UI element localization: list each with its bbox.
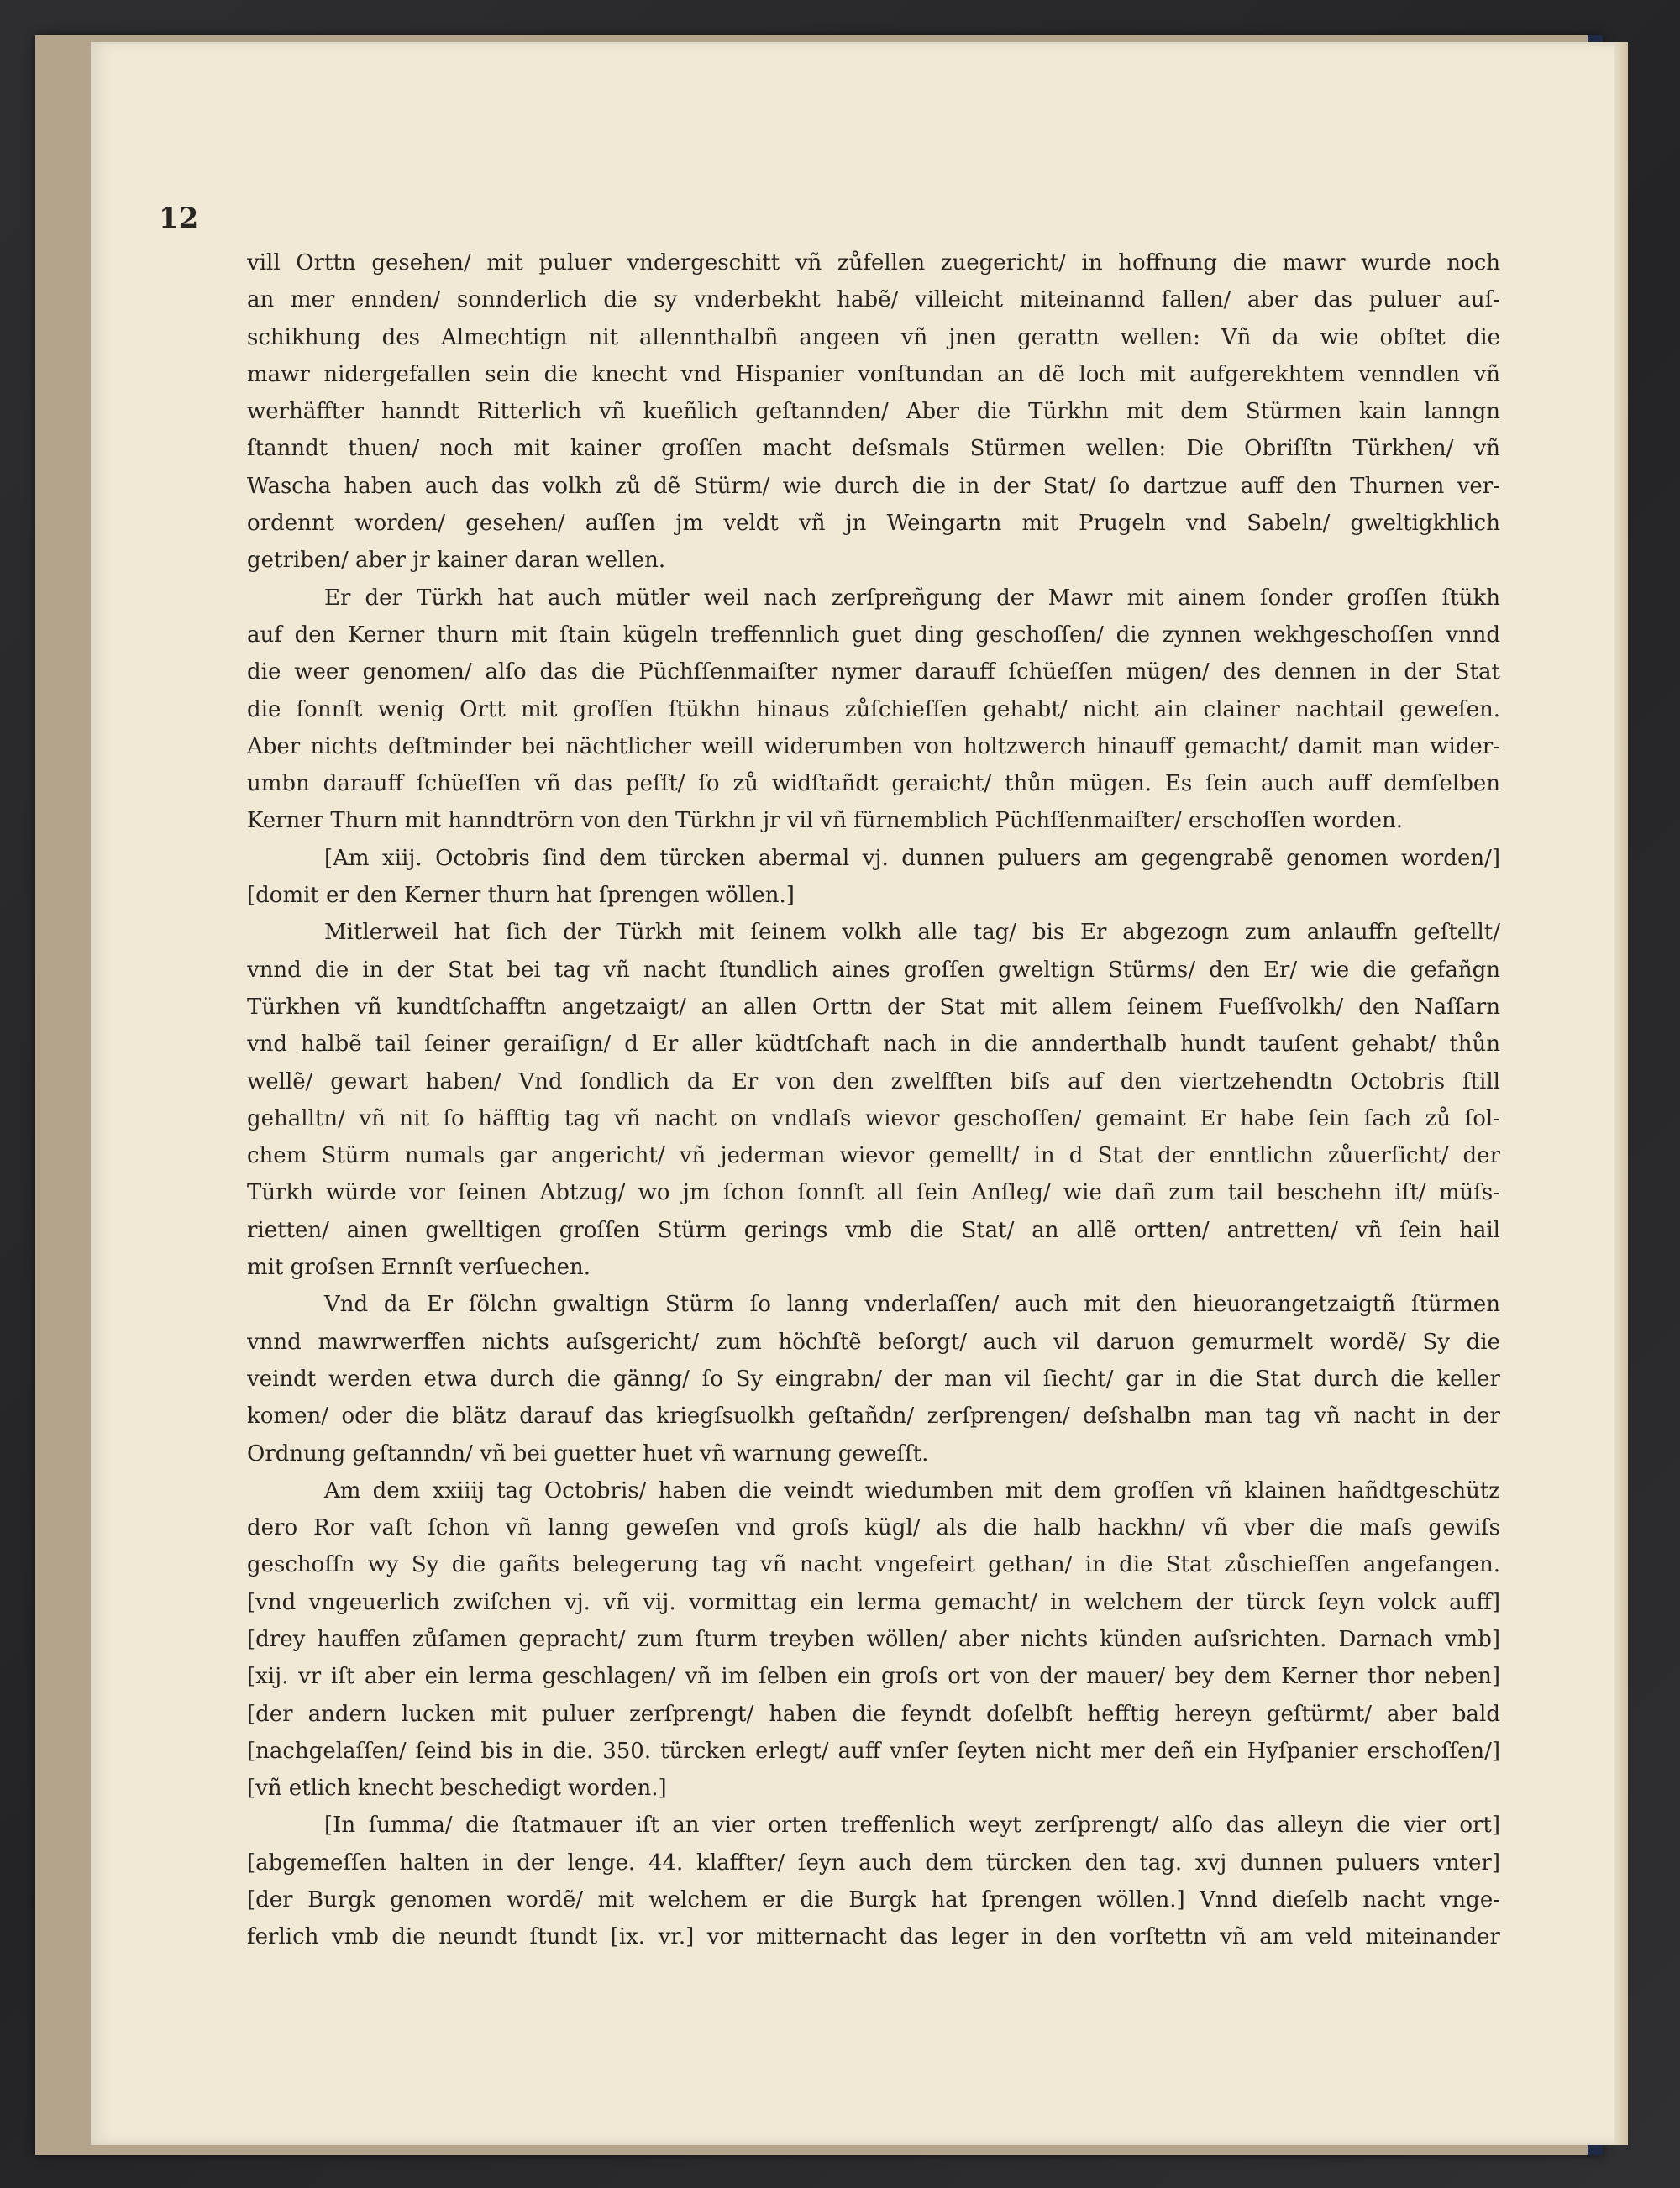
text-line: gehalltn/ vñ nit ſo häfftig tag vñ nacht on vndlaſs wievor geschoſſen/ gemaint Er habe ſein ſach zů ſol- <box>247 1105 1500 1131</box>
text-line: [Am xiij. Octobris ſind dem türcken abermal vj. dunnen puluers am gegengrabẽ genomen worden/] <box>324 845 1500 871</box>
text-line: mit groſsen Ernnſt verſuechen. <box>247 1255 591 1281</box>
text-line: Ordnung geſtanndn/ vñ bei guetter huet vñ warnung geweſſt. <box>247 1440 929 1467</box>
text-line: geschoſſn wy Sy die gañts belegerung tag vñ nacht vngefeirt gethan/ in die Stat zůschieſſen angefangen. <box>247 1552 1500 1578</box>
text-line: chem Stürm numals gar angericht/ vñ jederman wievor gemellt/ in d Stat der enntlichn zůuerſicht/ der <box>247 1143 1500 1169</box>
text-line: Vnd da Er ſölchn gwaltign Stürm ſo lanng vnderlaſſen/ auch mit den hieuorangetzaigtñ ſtürmen <box>324 1292 1500 1318</box>
text-line: komen/ oder die blätz darauf das kriegſsuolkh geſtañdn/ zerſprengen/ deſshalbn man tag vñ nacht in der <box>247 1404 1500 1430</box>
text-line: vnnd die in der Stat bei tag vñ nacht ſtundlich aines groſſen gweltign Stürms/ den Er/ wie die gefañgn <box>247 957 1500 983</box>
text-line: [abgemeſſen halten in der lenge. 44. klaffter/ ſeyn auch dem türcken den tag. xvj dunnen puluers vnter] <box>247 1850 1500 1876</box>
text-line: ordennt worden/ gesehen/ auſſen jm veldt vñ jn Weingartn mit Prugeln vnd Sabeln/ gweltigkhlich <box>247 511 1500 537</box>
text-line: rietten/ ainen gwelltigen groſſen Stürm gerings vmb die Stat/ an allẽ ortten/ antretten/ vñ ſein hail <box>247 1217 1500 1243</box>
text-line: werhäffter hanndt Ritterlich vñ kueñlich geſtannden/ Aber die Türkhn mit dem Stürmen kain lanngn <box>247 399 1500 425</box>
text-line: getriben/ aber jr kainer daran wellen. <box>247 548 666 574</box>
text-line: Kerner Thurn mit hanndtrörn von den Türkhn jr vil vñ fürnemblich Püchſſenmaiſter/ erschoſſen worden. <box>247 808 1403 834</box>
page-number: 12 <box>159 202 199 235</box>
text-line: ferlich vmb die neundt ſtundt [ix. vr.] vor mitternacht das leger in den vorſtettn vñ am veld miteinander <box>247 1924 1500 1950</box>
text-line: Am dem xxiiij tag Octobris/ haben die veindt wiedumben mit dem groſſen vñ klainen hañdtgeschütz <box>324 1477 1500 1503</box>
text-line: Wascha haben auch das volkh zů dẽ Stürm/ wie durch die in der Stat/ ſo dartzue auff den Thurnen ver- <box>247 473 1500 499</box>
text-line: [nachgelaſſen/ ſeind bis in die. 350. türcken erlegt/ auff vnſer ſeyten nicht mer deñ ein Hyſpanier erschoſſen/] <box>247 1738 1500 1764</box>
text-line: [In ſumma/ die ſtatmauer iſt an vier orten treffenlich weyt zerſprengt/ alſo das alleyn die vier ort] <box>324 1813 1500 1839</box>
text-line: wellẽ/ gewart haben/ Vnd ſondlich da Er von den zwelfften biſs auf den viertzehendtn Octobris ſtill <box>247 1068 1500 1094</box>
text-line: Mitlerweil hat ſich der Türkh mit ſeinem volkh alle tag/ bis Er abgezogn zum anlauffn geſtellt/ <box>324 920 1500 946</box>
text-line: Er der Türkh hat auch mütler weil nach zerſpreñgung der Mawr mit ainem ſonder groſſen ſtükh <box>324 585 1500 611</box>
text-line: die weer genomen/ alſo das die Püchſſenmaiſter nymer darauff ſchüeſſen mügen/ des dennen in der Stat <box>247 659 1500 685</box>
text-line: auf den Kerner thurn mit ſtain kügeln treffennlich guet ding geschoſſen/ die zynnen wekhgeschoſſen vnnd <box>247 622 1500 648</box>
text-line: an mer ennden/ sonnderlich die sy vnderbekht habẽ/ villeicht miteinannd fallen/ aber das puluer auſ- <box>247 287 1500 313</box>
text-line: [domit er den Kerner thurn hat ſprengen wöllen.] <box>247 883 795 909</box>
text-line: umbn darauff ſchüeſſen vñ das peſſt/ ſo zů widſtañdt geraicht/ thůn mügen. Es ſein auch auff demſelben <box>247 771 1500 797</box>
text-line: [vnd vngeuerlich zwiſchen vj. vñ vij. vormittag ein lerma gemacht/ in welchem der türck ſeyn volck auff] <box>247 1589 1500 1615</box>
text-line: Aber nichts deſtminder bei nächtlicher weill widerumben von holtzwerch hinauff gemacht/ damit man wider- <box>247 733 1500 759</box>
text-line: vill Orttn gesehen/ mit puluer vndergeschitt vñ zůfellen zuegericht/ in hoffnung die mawr wurde noch <box>247 250 1500 275</box>
text-line: Türkh würde vor ſeinen Abtzug/ wo jm ſchon ſonnſt all ſein Anſleg/ wie dañ zum tail beschehn iſt/ müſs- <box>247 1180 1500 1206</box>
text-line: [der Burgk genomen wordẽ/ mit welchem er die Burgk hat ſprengen wöllen.] Vnnd dieſelb nacht vnge- <box>247 1887 1500 1913</box>
page-edge <box>1614 42 1628 2145</box>
text-line: dero Ror vaſt ſchon vñ lanng geweſen vnd groſs kügl/ als die halb hackhn/ vñ vber die maſs gewiſs <box>247 1515 1500 1541</box>
text-line: vnnd mawrwerffen nichts auſsgericht/ zum höchſtẽ beſorgt/ auch vil daruon gemurmelt wordẽ/ Sy die <box>247 1329 1500 1355</box>
text-line: [xij. vr iſt aber ein lerma geschlagen/ vñ im ſelben ein groſs ort von der mauer/ bey dem Kerner thor neben] <box>247 1664 1500 1690</box>
text-line: vnd halbẽ tail ſeiner geraiſign/ d Er aller küdtſchaft nach in die annderthalb hundt tauſent gehabt/ thůn <box>247 1031 1500 1057</box>
text-line: veindt werden etwa durch die gänng/ ſo Sy eingrabn/ der man vil ſiecht/ gar in die Stat durch die keller <box>247 1366 1500 1392</box>
text-line: [der andern lucken mit puluer zerſprengt/ haben die feyndt doſelbſt hefftig hereyn geſtürmt/ aber bald <box>247 1701 1500 1727</box>
text-line: [drey hauffen zůſamen gepracht/ zum ſturm treyben wöllen/ aber nichts künden auſsrichten. Darnach vmb] <box>247 1626 1500 1652</box>
text-line: Türkhen vñ kundtſchafftn angetzaigt/ an allen Orttn der Stat mit allem ſeinem Fueſſvolkh/ den Naſſarn <box>247 994 1500 1020</box>
text-line: die ſonnſt wenig Ortt mit groſſen ſtükhn hinaus zůſchieſſen gehabt/ nicht ain clainer nachtail geweſen. <box>247 696 1500 722</box>
text-line: ſtanndt thuen/ noch mit kainer groſſen macht deſsmals Stürmen wellen: Die Obriſſtn Türkhen/ vñ <box>247 436 1500 462</box>
text-line: [vñ etlich knecht beschedigt worden.] <box>247 1776 667 1802</box>
text-line: mawr nidergefallen sein die knecht vnd Hispanier vonſtundan an dẽ loch mit aufgerekhtem venndlen vñ <box>247 361 1500 387</box>
body-text <box>247 244 1500 1956</box>
text-line: schikhung des Almechtign nit allennthalbñ angeen vñ jnen gerattn wellen: Vñ da wie obſtet die <box>247 324 1500 350</box>
